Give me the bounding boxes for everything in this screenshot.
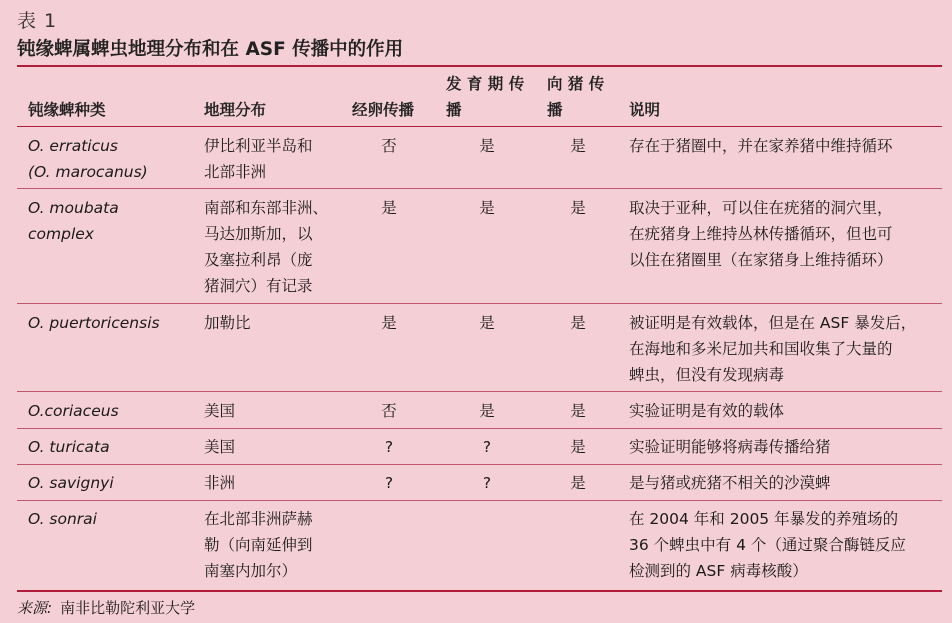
header-transovarial: 经卵传播 (352, 101, 415, 119)
species-cell: O.coriaceus (28, 402, 119, 420)
species-cell: O. erraticus (O. marocanus) (28, 137, 148, 181)
species-cell: O. sonrai (28, 510, 97, 528)
to-pigs-cell: 是 (570, 402, 586, 420)
transovarial-cell: 否 (381, 402, 397, 420)
table-title: 钝缘蜱属蜱虫地理分布和在 ASF 传播中的作用 (17, 39, 404, 60)
transstadial-cell: 是 (479, 314, 495, 332)
species-cell: O. moubata complex (28, 199, 119, 243)
species-cell: O. turicata (28, 438, 110, 456)
species-cell: O. savignyi (28, 474, 114, 492)
notes-cell: 被证明是有效载体，但是在 ASF 暴发后， 在海地和多米尼加共和国收集了大量的 蜱虫，但没有发现病毒 (629, 314, 917, 384)
notes-cell: 在 2004 年和 2005 年暴发的养殖场的 36 个蜱虫中有 4 个（通过聚合酶链反应 检测到的 ASF 病毒核酸） (629, 510, 906, 580)
notes-cell: 取决于亚种，可以住在疣猪的洞穴里， 在疣猪身上维持丛林传播循环，但也可 以住在猪圈里（在家猪身上维持循环） (629, 199, 893, 269)
row-separator (17, 464, 942, 465)
distribution-cell: 非洲 (204, 474, 236, 492)
source-note (17, 597, 195, 618)
transovarial-cell: ? (384, 438, 394, 456)
species-cell: O. puertoricensis (28, 314, 160, 332)
header-rule (17, 126, 942, 127)
to-pigs-cell: 是 (570, 474, 586, 492)
source-text: 南非比勒陀利亚大学 (60, 599, 196, 617)
transstadial-cell: ? (482, 474, 492, 492)
header-transstadial-line2: 播 (446, 101, 462, 119)
top-rule (17, 65, 942, 67)
row-separator (17, 303, 942, 304)
header-to-pigs-line2: 播 (547, 101, 563, 119)
transstadial-cell: ? (482, 438, 492, 456)
distribution-cell: 在北部非洲萨赫 勒（向南延伸到 南塞内加尔） (204, 510, 313, 580)
distribution-cell: 美国 (204, 438, 236, 456)
bottom-rule (17, 590, 942, 592)
to-pigs-cell: 是 (570, 314, 586, 332)
to-pigs-cell: 是 (570, 438, 586, 456)
distribution-cell: 加勒比 (204, 314, 251, 332)
transovarial-cell: 是 (381, 199, 397, 217)
transovarial-cell: 是 (381, 314, 397, 332)
notes-cell: 实验证明是有效的载体 (629, 402, 785, 420)
row-separator (17, 500, 942, 501)
to-pigs-cell: 是 (570, 199, 586, 217)
transovarial-cell: ? (384, 474, 394, 492)
transstadial-cell: 是 (479, 199, 495, 217)
row-separator (17, 188, 942, 189)
row-separator (17, 428, 942, 429)
distribution-cell: 南部和东部非洲、 马达加斯加，以 及塞拉利昂（庞 猪洞穴）有记录 (204, 199, 329, 295)
table-label: 表 1 (17, 10, 58, 32)
header-transstadial-line1: 发 育 期 传 (446, 75, 525, 93)
header-to-pigs-line1: 向 猪 传 (547, 75, 605, 93)
source-label: 来源: (17, 599, 53, 617)
header-species: 钝缘蜱种类 (28, 101, 106, 119)
transovarial-cell: 否 (381, 137, 397, 155)
transstadial-cell: 是 (479, 402, 495, 420)
row-separator (17, 391, 942, 392)
header-distribution: 地理分布 (204, 101, 267, 119)
notes-cell: 实验证明能够将病毒传播给猪 (629, 438, 831, 456)
distribution-cell: 伊比利亚半岛和 北部非洲 (204, 137, 313, 181)
notes-cell: 是与猪或疣猪不相关的沙漠蜱 (629, 474, 831, 492)
distribution-cell: 美国 (204, 402, 236, 420)
notes-cell: 存在于猪圈中，并在家养猪中维持循环 (629, 137, 893, 155)
transstadial-cell: 是 (479, 137, 495, 155)
header-notes: 说明 (629, 101, 661, 119)
to-pigs-cell: 是 (570, 137, 586, 155)
